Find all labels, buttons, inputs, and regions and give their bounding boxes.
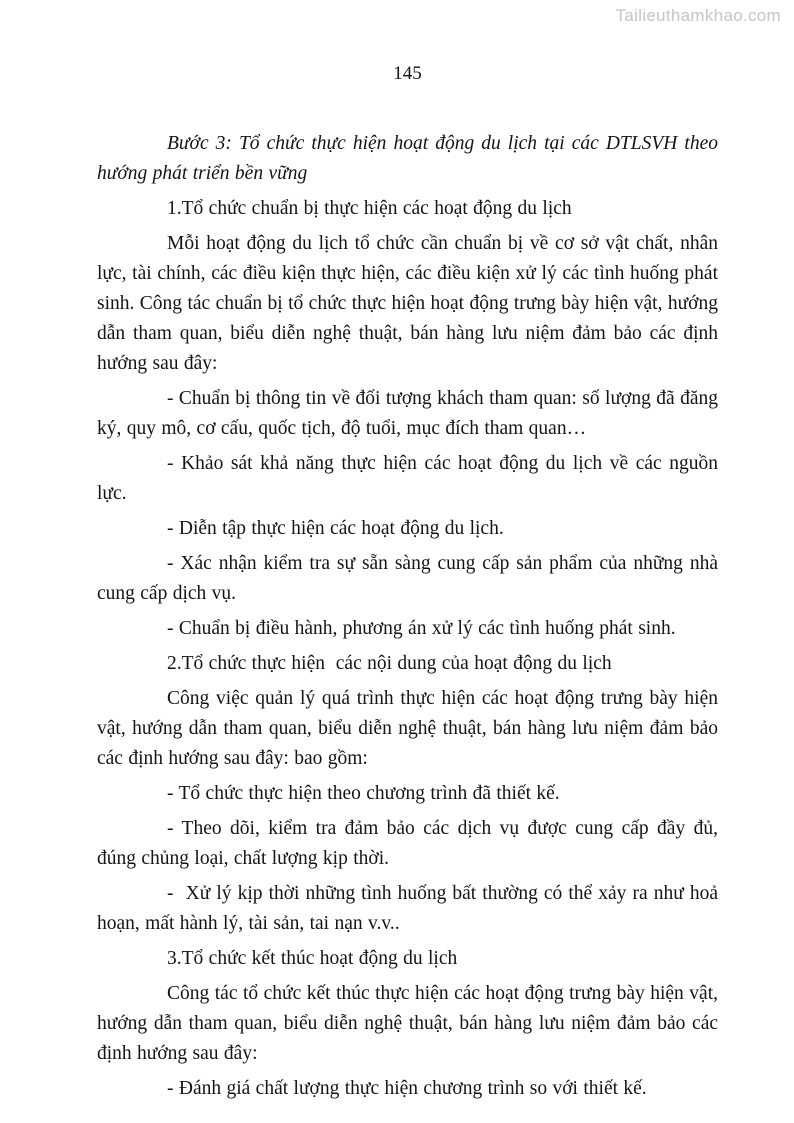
paragraph: 2.Tổ chức thực hiện các nội dung của hoạt động du lịch — [167, 653, 612, 674]
paragraph: Công tác tổ chức kết thúc thực hiện các hoạt động trưng bày hiện vật, hướng dẫn tham quan, biểu diễn nghệ thuật, bán hàng lưu niệm đảm bảo các định hướng sau đây: — [97, 983, 724, 1064]
paragraph: Mỗi hoạt động du lịch tổ chức cần chuẩn bị về cơ sở vật chất, nhân lực, tài chính, các điều kiện thực hiện, các điều kiện xử lý các tình huống phát sinh. Công tác chuẩn bị tổ chức thực hiện hoạt động trưng bày hiện vật, hướng dẫn tham quan, biểu diễn nghệ thuật, bán hàng lưu niệm đảm bảo các định hướng sau đây: — [97, 233, 724, 374]
document-body — [97, 129, 724, 1104]
paragraph: - Khảo sát khả năng thực hiện các hoạt động du lịch về các nguồn lực. — [97, 453, 724, 504]
paragraph: Công việc quản lý quá trình thực hiện các hoạt động trưng bày hiện vật, hướng dẫn tham quan, biểu diễn nghệ thuật, bán hàng lưu niệm đảm bảo các định hướng sau đây: bao gồm: — [97, 688, 724, 769]
paragraph: - Đánh giá chất lượng thực hiện chương trình so với thiết kế. — [167, 1078, 647, 1099]
paragraph: - Xử lý kịp thời những tình huống bất thường có thể xảy ra như hoả hoạn, mất hành lý, tài sản, tai nạn v.v.. — [97, 883, 724, 934]
paragraph: Bước 3: Tổ chức thực hiện hoạt động du lịch tại các DTLSVH theo hướng phát triển bền vững — [97, 133, 724, 184]
paragraph: - Diễn tập thực hiện các hoạt động du lịch. — [167, 518, 504, 539]
paragraph: - Tổ chức thực hiện theo chương trình đã thiết kế. — [167, 783, 560, 804]
paragraph: - Chuẩn bị thông tin về đối tượng khách tham quan: số lượng đã đăng ký, quy mô, cơ cấu, quốc tịch, độ tuổi, mục đích tham quan… — [97, 388, 724, 439]
page-number: 145 — [393, 63, 422, 84]
paragraph: 1.Tổ chức chuẩn bị thực hiện các hoạt động du lịch — [167, 198, 572, 219]
paragraph: 3.Tổ chức kết thúc hoạt động du lịch — [167, 948, 458, 969]
paragraph: - Xác nhận kiểm tra sự sẵn sàng cung cấp sản phẩm của những nhà cung cấp dịch vụ. — [97, 553, 724, 604]
paragraph: - Chuẩn bị điều hành, phương án xử lý các tình huống phát sinh. — [167, 618, 676, 639]
site-watermark: Tailieuthamkhao.com — [615, 6, 781, 25]
paragraph: - Theo dõi, kiểm tra đảm bảo các dịch vụ được cung cấp đầy đủ, đúng chủng loại, chất lượng kịp thời. — [97, 818, 724, 869]
